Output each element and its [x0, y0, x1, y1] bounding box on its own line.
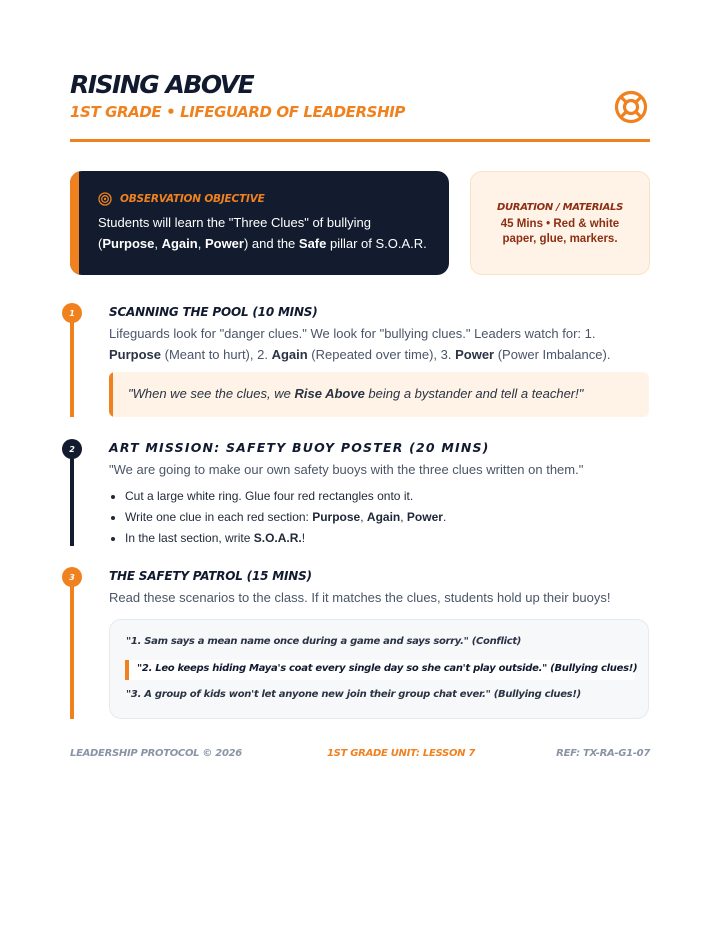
objective-text [98, 212, 438, 254]
list-item-text: Write one clue in each red section: [125, 510, 313, 524]
list-item [109, 507, 446, 528]
step-number-1: 1 [62, 303, 82, 323]
quote-callout [109, 372, 649, 417]
quote-fragment: "When we see the clues, we [128, 386, 295, 401]
section-text-fragment: (Power Imbalance). [494, 347, 611, 362]
objective-line-1: Students will learn the "Three Clues" of bullying [98, 215, 371, 230]
section-intro-2: "We are going to make our own safety buoys with the three clues written on them." [109, 462, 584, 477]
section-title-1: SCANNING THE POOL (10 MINS) [109, 305, 318, 319]
objective-open-paren: ( [98, 236, 103, 251]
section-text-fragment: Lifeguards look for "danger clues." We look for "bullying clues." Leaders watch for: 1. [109, 326, 596, 341]
footer-unit: 1ST GRADE UNIT: LESSON 7 [327, 748, 476, 759]
quote-fragment: being a bystander and tell a teacher!" [364, 386, 584, 401]
scenario-list [109, 619, 649, 719]
duration-card [470, 171, 650, 275]
duration-line-1: 45 Mins • Red & white [500, 218, 620, 230]
footer-copyright: LEADERSHIP PROTOCOL © 2026 [70, 748, 242, 759]
quote-accent-bar [109, 372, 113, 417]
safe-pillar: Safe [298, 236, 327, 251]
section-intro-3: Read these scenarios to the class. If it matches the clues, students hold up their buoys! [109, 590, 611, 605]
clue-purpose: Purpose [102, 236, 155, 251]
section-text-fragment: (Repeated over time), 3. [307, 347, 456, 362]
quote-text [128, 386, 583, 401]
objective-sep: , [197, 236, 205, 251]
scenario-2: "2. Leo keeps hiding Maya's coat every single day so she can't play outside." (Bullying clues!) [137, 663, 638, 674]
footer-reference: REF: TX-RA-G1-07 [556, 748, 650, 759]
clue-power: Power [204, 236, 244, 251]
objective-sep: , [154, 236, 162, 251]
timeline-bar-3 [70, 568, 74, 719]
list-item-text: Cut a large white ring. Glue four red rectangles onto it. [125, 489, 414, 503]
clue-again: Again [161, 236, 198, 251]
objective-accent-stripe [70, 171, 79, 275]
duration-label: DURATION / MATERIALS [496, 202, 624, 213]
list-sep: ! [301, 531, 306, 545]
instructions-list [109, 486, 446, 549]
target-icon [98, 192, 112, 206]
list-item [109, 486, 446, 507]
clue-purpose: Purpose [312, 510, 361, 524]
scenario-accent-bar [125, 660, 129, 680]
clue-again: Again [271, 347, 308, 362]
section-title-3: THE SAFETY PATROL (15 MINS) [109, 569, 312, 583]
quote-emphasis: Rise Above [294, 386, 365, 401]
objective-card [70, 171, 449, 275]
list-item-text: In the last section, write [125, 531, 254, 545]
scenario-1: "1. Sam says a mean name once during a game and says sorry." (Conflict) [126, 636, 522, 647]
objective-text-fragment: ) and the [243, 236, 299, 251]
clue-again: Again [366, 510, 401, 524]
scenario-3: "3. A group of kids won't let anyone new join their group chat ever." (Bullying clues!) [126, 689, 581, 700]
lifebuoy-icon [614, 90, 648, 124]
section-title-2: ART MISSION: SAFETY BUOY POSTER (20 MINS) [109, 440, 490, 455]
page-title: RISING ABOVE [70, 70, 254, 99]
section-text-1 [109, 323, 649, 365]
list-item [109, 528, 446, 549]
clue-power: Power [406, 510, 443, 524]
clue-power: Power [455, 347, 495, 362]
objective-text-fragment: pillar of S.O.A.R. [326, 236, 427, 251]
step-number-2: 2 [62, 439, 82, 459]
clue-purpose: Purpose [109, 347, 162, 362]
duration-text [483, 217, 637, 247]
list-sep: . [442, 510, 447, 524]
step-number-3: 3 [62, 567, 82, 587]
list-sep: , [400, 510, 407, 524]
header-divider [70, 139, 650, 142]
soar-acronym: S.O.A.R. [253, 531, 302, 545]
section-text-fragment: (Meant to hurt), 2. [161, 347, 272, 362]
duration-line-2: paper, glue, markers. [502, 233, 618, 245]
list-sep: , [360, 510, 367, 524]
page-subtitle: 1ST GRADE • LIFEGUARD OF LEADERSHIP [70, 103, 405, 121]
objective-label: OBSERVATION OBJECTIVE [120, 193, 265, 205]
